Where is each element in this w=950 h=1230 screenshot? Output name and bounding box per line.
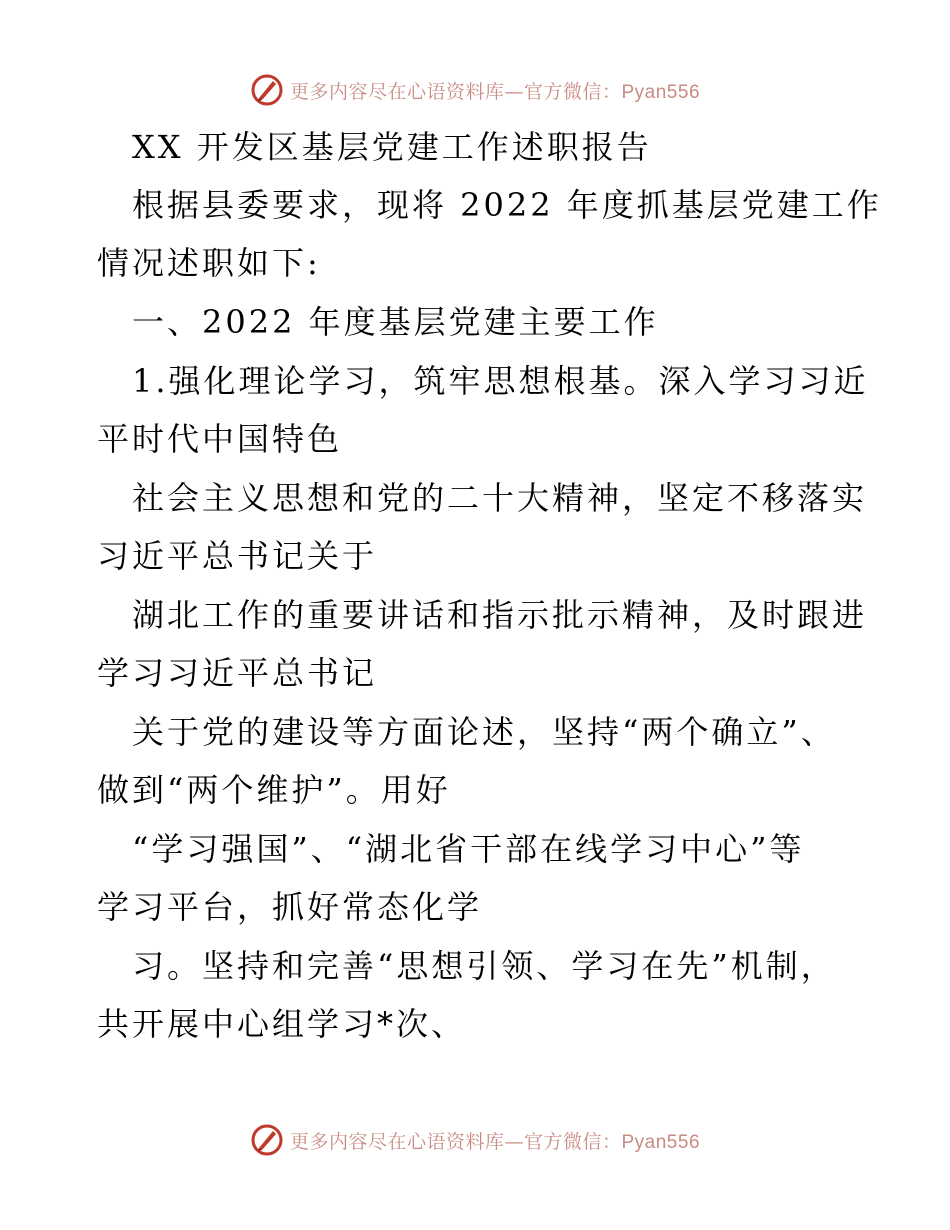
text-line: 1.强化理论学习，筑牢思想根基。深入学习习近 <box>97 362 869 400</box>
text-line: 根据县委要求，现将 2022 年度抓基层党建工作 <box>97 186 882 224</box>
text-line: 做到“两个维护”。用好 <box>97 771 451 809</box>
document-title: XX 开发区基层党建工作述职报告 <box>97 128 652 166</box>
header-watermark <box>0 70 950 110</box>
text-line: 习。坚持和完善“思想引领、学习在先”机制， <box>97 947 836 985</box>
text-line: 学习平台，抓好常态化学 <box>97 888 483 926</box>
footer-watermark <box>0 1120 950 1160</box>
section-heading: 一、2022 年度基层党建主要工作 <box>97 303 659 341</box>
text-line: 关于党的建设等方面论述，坚持“两个确立”、 <box>97 713 836 751</box>
quill-logo-icon <box>250 73 284 107</box>
watermark-text: 更多内容尽在心语资料库—官方微信：Pyan556 <box>289 80 701 103</box>
quill-logo-icon <box>250 1123 284 1157</box>
text-line: 学习习近平总书记 <box>97 654 378 692</box>
watermark-text: 更多内容尽在心语资料库—官方微信：Pyan556 <box>289 1130 701 1153</box>
text-line: 社会主义思想和党的二十大精神，坚定不移落实 <box>97 479 868 517</box>
text-line: 平时代中国特色 <box>97 420 343 458</box>
text-line: “学习强国”、“湖北省干部在线学习中心”等 <box>97 830 805 868</box>
text-line: 共开展中心组学习*次、 <box>97 1005 467 1043</box>
text-line: 习近平总书记关于 <box>97 537 378 575</box>
text-line: 湖北工作的重要讲话和指示批示精神，及时跟进 <box>97 596 868 634</box>
text-line: 情况述职如下: <box>97 244 321 282</box>
